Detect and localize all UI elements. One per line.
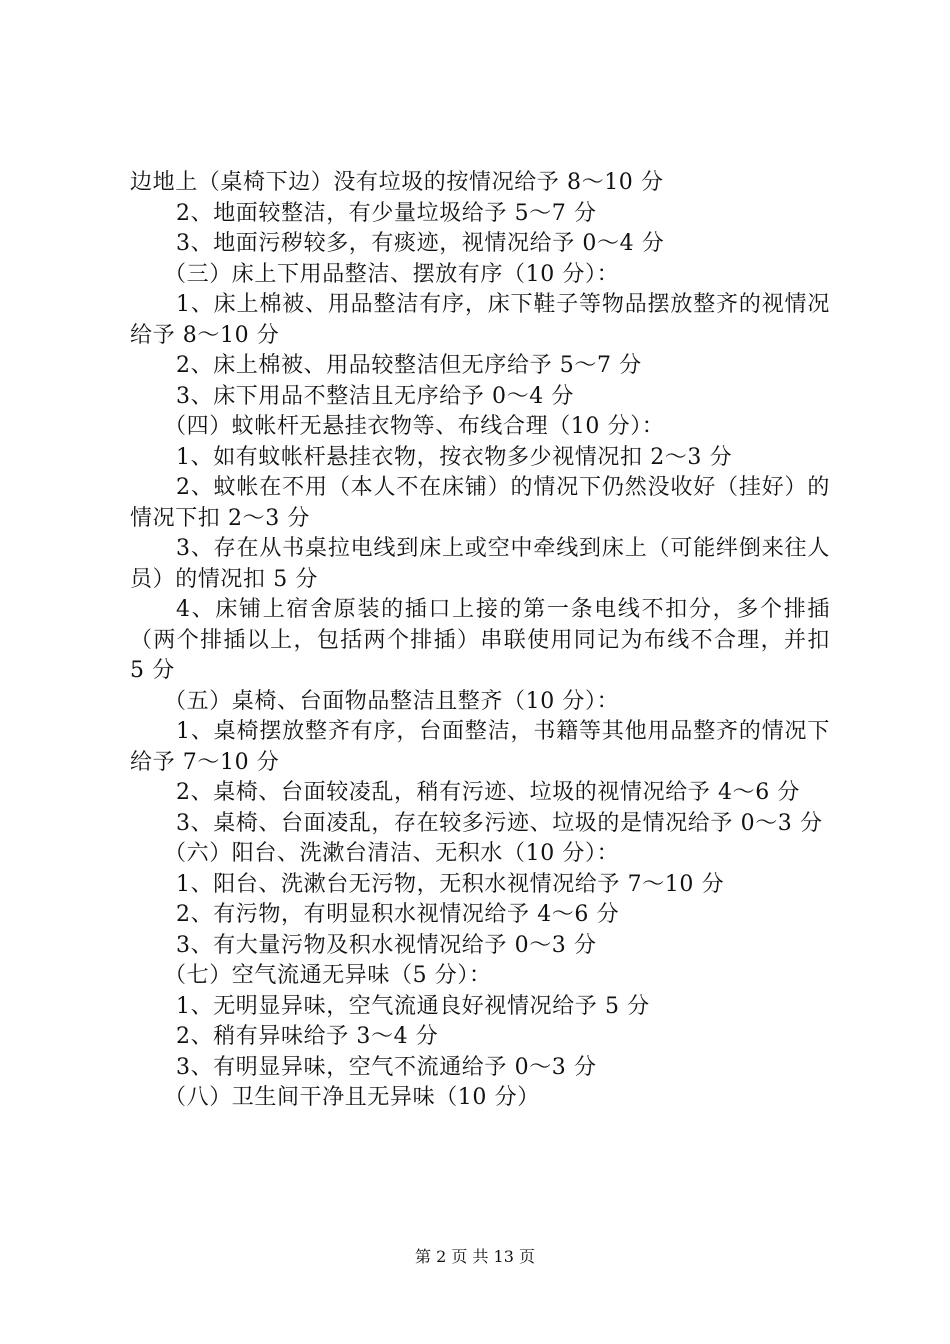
- paragraph: 1、桌椅摆放整齐有序，台面整洁，书籍等其他用品整齐的情况下给予 7～10 分: [130, 719, 830, 775]
- page-footer: [0, 1244, 950, 1267]
- section-heading: （五）桌椅、台面物品整洁且整齐（10 分）：: [164, 688, 620, 714]
- paragraph: 边地上（桌椅下边）没有垃圾的按情况给予 8～10 分: [130, 170, 664, 195]
- document-body: [130, 168, 830, 1114]
- paragraph: 2、桌椅、台面较凌乱，稍有污迹、垃圾的视情况给予 4～6 分: [176, 780, 800, 805]
- paragraph: 1、阳台、洗漱台无污物，无积水视情况给予 7～10 分: [176, 871, 725, 897]
- section-heading: （八）卫生间干净且无异味（10 分）: [164, 1085, 540, 1110]
- paragraph: 1、如有蚊帐杆悬挂衣物，按衣物多少视情况扣 2～3 分: [176, 444, 733, 470]
- paragraph: 2、床上棉被、用品较整洁但无序给予 5～7 分: [176, 353, 642, 378]
- paragraph: 3、地面污秽较多，有痰迹，视情况给予 0～4 分: [176, 231, 665, 256]
- paragraph: 3、有大量污物及积水视情况给予 0～3 分: [176, 932, 597, 958]
- paragraph: 3、有明显异味，空气不流通给予 0～3 分: [176, 1054, 597, 1080]
- paragraph: 3、存在从书桌拉电线到床上或空中牵线到床上（可能绊倒来往人员）的情况扣 5 分: [130, 536, 830, 592]
- paragraph: 1、无明显异味，空气流通良好视情况给予 5 分: [176, 993, 650, 1019]
- page-number-label: 第 2 页 共 13 页: [415, 1247, 535, 1266]
- section-heading: （七）空气流通无异味（5 分）：: [164, 963, 492, 988]
- paragraph: 3、床下用品不整洁且无序给予 0～4 分: [176, 383, 574, 409]
- paragraph: 2、蚊帐在不用（本人不在床铺）的情况下仍然没收好（挂好）的情况下扣 2～3 分: [130, 475, 830, 531]
- paragraph: 3、桌椅、台面凌乱，存在较多污迹、垃圾的是情况给予 0～3 分: [176, 810, 823, 836]
- section-heading: （四）蚊帐杆无悬挂衣物等、布线合理（10 分）：: [164, 414, 665, 439]
- section-heading: （三）床上下用品整洁、摆放有序（10 分）：: [164, 261, 620, 287]
- paragraph: 4、床铺上宿舍原装的插口上接的第一条电线不扣分，多个排插（两个排插以上，包括两个排插）串联使用同记为布线不合理，并扣 5 分: [130, 597, 830, 683]
- paragraph: 1、床上棉被、用品整洁有序，床下鞋子等物品摆放整齐的视情况给予 8～10 分: [130, 292, 830, 348]
- paragraph: 2、有污物，有明显积水视情况给予 4～6 分: [176, 902, 620, 927]
- paragraph: 2、稍有异味给予 3～4 分: [176, 1024, 439, 1049]
- section-heading: （六）阳台、洗漱台清洁、无积水（10 分）：: [164, 841, 620, 866]
- paragraph: 2、地面较整洁，有少量垃圾给予 5～7 分: [176, 200, 597, 226]
